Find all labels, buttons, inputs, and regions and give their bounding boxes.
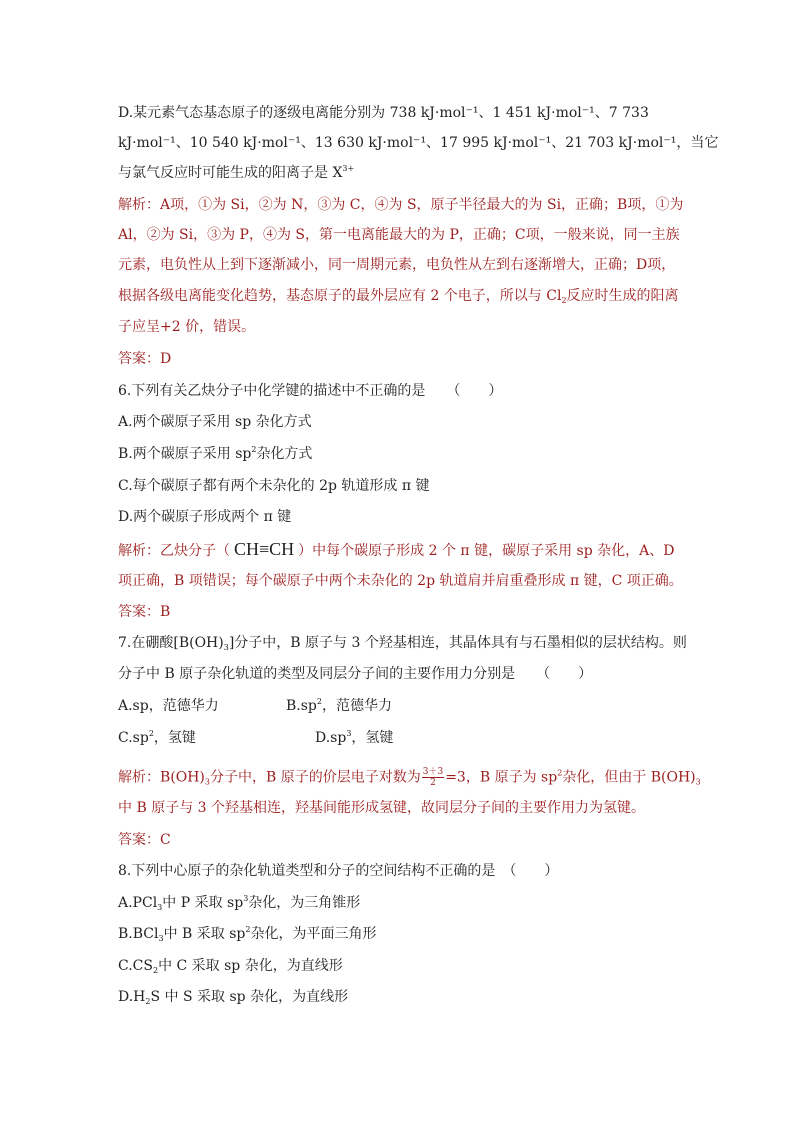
q7-option-a: A.sp，范德华力 [118, 698, 219, 714]
q6-analysis-line1 [118, 540, 674, 560]
q7-analysis-text-4: 杂化，但由于 B(OH) [562, 769, 696, 786]
q7-analysis-text-3: =3，B 原子为 sp [445, 769, 558, 786]
q7-option-c-sup: 2 [148, 729, 154, 738]
q8-option-b-text: B.BCl [118, 926, 159, 942]
q8-option-d-sub: 2 [145, 997, 151, 1006]
q7-analysis-sub-2: 3 [695, 777, 701, 787]
q5-analysis-line4 [118, 287, 679, 305]
q6-option-b-tail: 杂化方式 [256, 446, 313, 462]
q8-option-a-sub: 3 [157, 903, 163, 912]
q7-analysis-sub: 3 [204, 777, 210, 787]
q7-stem-sub: 3 [223, 643, 229, 652]
q5-option-d-charge: 3+ [342, 164, 355, 173]
q8-option-b-sub: 3 [158, 934, 164, 943]
q8-option-a-tail: 杂化，为三角锥形 [248, 895, 361, 911]
q8-stem: 8.下列中心原子的杂化轨道类型和分子的空间结构不正确的是 （ ） [118, 863, 559, 879]
q6-option-d: D.两个碳原子形成两个 π 键 [118, 509, 292, 525]
q7-option-d-text: D.sp [315, 730, 347, 746]
q7-option-b [286, 697, 392, 715]
q6-answer: 答案：B [118, 604, 171, 620]
q5-option-d-line3 [118, 164, 354, 182]
q5-analysis-line3: 元素，电负性从上到下逐渐减小，同一周期元素，电负性从左到右逐渐增大，正确；D项， [118, 257, 676, 273]
q6-stem: 6.下列有关乙炔分子中化学键的描述中不正确的是 （ ） [118, 383, 503, 399]
q6-option-b-text: B.两个碳原子采用 sp [118, 446, 252, 462]
q6-analysis-text: 解析：乙炔分子（ [118, 543, 230, 559]
q6-option-b [118, 445, 312, 463]
q7-option-b-sup: 2 [316, 697, 322, 706]
q6-analysis-line2: 项正确，B 项错误；每个碳原子中两个未杂化的 2p 轨道肩并肩重叠形成 π 键，C 项正确。 [118, 573, 683, 589]
q7-option-d [315, 729, 393, 747]
q5-option-d-text: 与氯气反应时可能生成的阳离子是 X [118, 165, 343, 181]
q8-option-a-text-2: 中 P 采取 sp [162, 895, 244, 911]
q8-option-c-sub: 2 [152, 966, 159, 975]
q8-option-b-text-2: 中 B 采取 sp [163, 926, 246, 942]
q5-answer: 答案：D [118, 351, 172, 367]
q7-stem-text: 7.在硼酸[B(OH) [118, 635, 224, 651]
q7-analysis-text-2: 分子中，B 原子的价层电子对数为 [210, 769, 421, 786]
q6-option-b-sup: 2 [251, 445, 257, 454]
q5-analysis-line5: 子应呈+2 价，错误。 [118, 319, 256, 335]
q8-option-c-text: C.CS [118, 958, 153, 974]
q7-option-c-tail: ，氢键 [153, 730, 196, 746]
q5-option-d-line1: D.某元素气态基态原子的逐级电离能分别为 738 kJ·mol⁻¹、1 451 kJ·mol⁻¹、7 733 [118, 105, 649, 121]
fraction-numerator: 3＋3 [422, 767, 444, 777]
q6-analysis-text-tail: ）中每个碳原子形成 2 个 π 键，碳原子采用 sp 杂化，A、D [298, 543, 675, 559]
q5-analysis-subscript: 2 [561, 296, 567, 305]
q8-option-a-sup: 3 [243, 894, 249, 903]
q7-analysis-line2: 中 B 原子与 3 个羟基相连，羟基间能形成氢键，故同层分子间的主要作用力为氢键。 [118, 800, 645, 816]
q8-option-d-text: D.H [118, 989, 146, 1005]
fraction [422, 767, 444, 788]
q6-option-a: A.两个碳原子采用 sp 杂化方式 [118, 414, 312, 430]
q5-analysis-line1: 解析：A项，①为 Si，②为 N，③为 C，④为 S，原子半径最大的为 Si，正确；B项，①为 [118, 197, 684, 213]
q8-option-d-tail: S 中 S 采取 sp 杂化，为直线形 [150, 989, 349, 1005]
acetylene-formula: CH≡CH [234, 539, 295, 559]
q7-stem-tail: ]分子中，B 原子与 3 个羟基相连，其晶体具有与石墨相似的层状结构。则 [228, 635, 687, 651]
q7-stem-line2: 分子中 B 原子杂化轨道的类型及同层分子间的主要作用力分别是 （ ） [118, 666, 593, 682]
q7-analysis-line1 [118, 767, 701, 788]
q7-answer: 答案：C [118, 832, 171, 848]
q7-analysis-sup: 2 [557, 768, 563, 778]
q7-option-c [118, 729, 196, 747]
q7-option-d-tail: ，氢键 [351, 730, 394, 746]
q8-option-c-tail: 中 C 采取 sp 杂化，为直线形 [158, 958, 343, 974]
q7-analysis-text: 解析：B(OH) [118, 769, 205, 786]
q8-option-a-text: A.PCl [118, 895, 158, 911]
q8-option-b [118, 925, 376, 943]
q7-stem-line1 [118, 634, 687, 652]
q5-analysis-line2: Al，②为 Si，③为 P，④为 S，第一电离能最大的为 P，正确；C项，一般来说，同一主族 [118, 227, 680, 243]
fraction-denominator: 2 [430, 778, 436, 788]
q6-option-c: C.每个碳原子都有两个未杂化的 2p 轨道形成 π 键 [118, 478, 430, 494]
q8-option-a [118, 894, 360, 912]
q7-option-c-text: C.sp [118, 730, 149, 746]
q5-analysis-text: 根据各级电离能变化趋势，基态原子的最外层应有 2 个电子，所以与 Cl [118, 288, 562, 304]
q8-option-d [118, 988, 348, 1006]
q8-option-b-tail: 杂化，为平面三角形 [250, 926, 377, 942]
q7-option-b-tail: ，范德华力 [321, 698, 392, 714]
q5-option-d-line2: kJ·mol⁻¹、10 540 kJ·mol⁻¹、13 630 kJ·mol⁻¹、17 995 kJ·mol⁻¹、21 703 kJ·mol⁻¹，当它 [118, 135, 719, 151]
q7-option-d-sup: 3 [346, 729, 352, 738]
q5-analysis-text-tail: 反应时生成的阳离 [566, 288, 679, 304]
q8-option-c [118, 957, 343, 975]
q7-option-b-text: B.sp [286, 698, 317, 714]
q8-option-b-sup: 2 [245, 925, 251, 934]
